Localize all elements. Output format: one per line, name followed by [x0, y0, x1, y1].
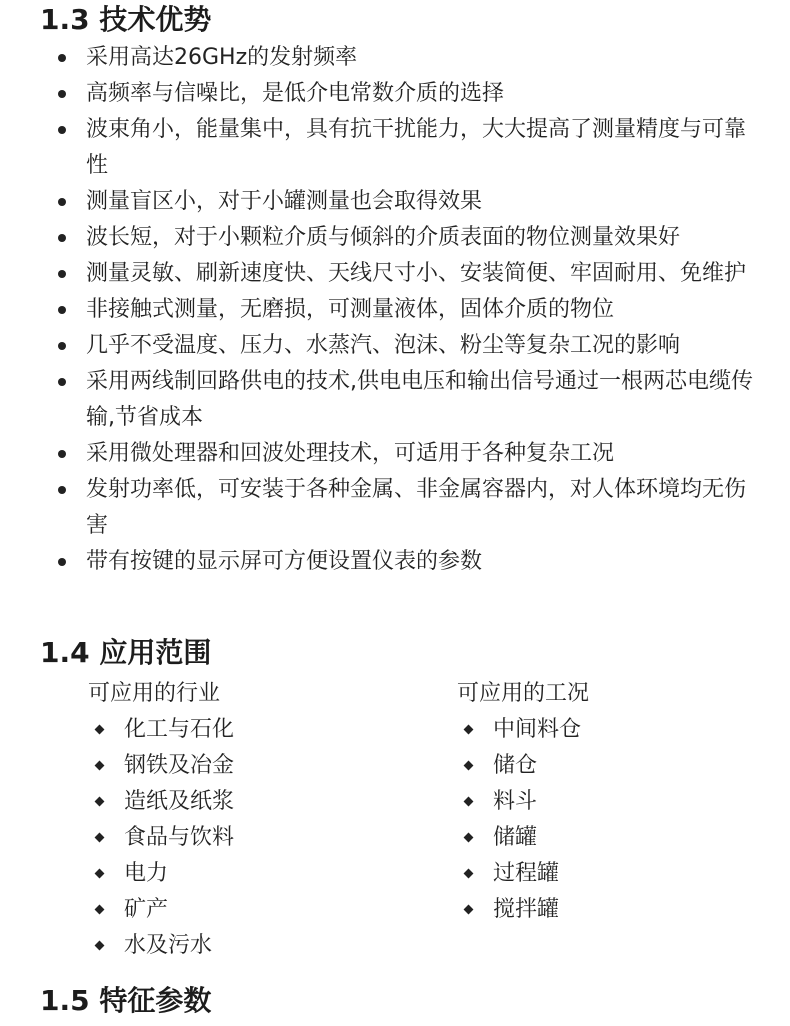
- list-item-text: 储仓: [493, 753, 538, 778]
- technical-advantages-list: [0, 40, 790, 580]
- diamond-bullet-icon: [95, 833, 105, 843]
- conditions-list: [457, 712, 589, 928]
- list-item: [88, 856, 234, 892]
- list-item: [88, 784, 234, 820]
- list-item: [0, 112, 790, 184]
- diamond-bullet-icon: [464, 833, 474, 843]
- list-item: [457, 820, 589, 856]
- list-item: [0, 364, 790, 436]
- list-item: [0, 76, 790, 112]
- list-item-text: 波长短，对于小颗粒介质与倾斜的介质表面的物位测量效果好: [86, 225, 681, 250]
- applicable-industries-column: [88, 676, 234, 964]
- bullet-dot-icon: [58, 378, 66, 386]
- diamond-bullet-icon: [95, 725, 105, 735]
- diamond-bullet-icon: [95, 761, 105, 771]
- list-item-text: 储罐: [493, 825, 538, 850]
- list-item: [0, 220, 790, 256]
- list-item: [0, 256, 790, 292]
- list-item-text: 波束角小，能量集中，具有抗干扰能力，大大提高了测量精度与可靠性: [86, 117, 747, 178]
- section-1-5-heading: 1.5 特征参数: [40, 984, 212, 1017]
- list-item-text: 采用高达26GHz的发射频率: [86, 45, 358, 70]
- list-item: [88, 928, 234, 964]
- list-item: [457, 748, 589, 784]
- list-item-text: 食品与饮料: [124, 825, 235, 850]
- list-item: [88, 892, 234, 928]
- list-item: [457, 784, 589, 820]
- industries-list: [88, 712, 234, 964]
- applicable-conditions-column: [457, 676, 589, 928]
- list-item-text: 高频率与信噪比，是低介电常数介质的选择: [86, 81, 505, 106]
- list-item-text: 造纸及纸浆: [124, 789, 235, 814]
- list-item: [88, 820, 234, 856]
- list-item-text: 电力: [124, 861, 169, 886]
- list-item-text: 采用两线制回路供电的技术,供电电压和输出信号通过一根两芯电缆传输,节省成本: [86, 369, 753, 430]
- conditions-title: 可应用的工况: [457, 681, 590, 706]
- list-item-text: 几乎不受温度、压力、水蒸汽、泡沫、粉尘等复杂工况的影响: [86, 333, 681, 358]
- list-item-text: 非接触式测量，无磨损，可测量液体，固体介质的物位: [86, 297, 615, 322]
- list-item-text: 水及污水: [124, 933, 213, 958]
- bullet-dot-icon: [58, 306, 66, 314]
- bullet-dot-icon: [58, 54, 66, 62]
- bullet-dot-icon: [58, 486, 66, 494]
- list-item-text: 发射功率低，可安装于各种金属、非金属容器内，对人体环境均无伤害: [86, 477, 747, 538]
- list-item: [0, 328, 790, 364]
- diamond-bullet-icon: [464, 761, 474, 771]
- diamond-bullet-icon: [95, 869, 105, 879]
- diamond-bullet-icon: [464, 905, 474, 915]
- diamond-bullet-icon: [95, 797, 105, 807]
- list-item: [0, 472, 790, 544]
- list-item-text: 过程罐: [493, 861, 560, 886]
- bullet-dot-icon: [58, 450, 66, 458]
- list-item-text: 测量灵敏、刷新速度快、天线尺寸小、安装简便、牢固耐用、免维护: [86, 261, 747, 286]
- industries-title: 可应用的行业: [88, 681, 221, 706]
- diamond-bullet-icon: [95, 905, 105, 915]
- list-item-text: 中间料仓: [493, 717, 582, 742]
- diamond-bullet-icon: [464, 869, 474, 879]
- list-item: [88, 712, 234, 748]
- bullet-dot-icon: [58, 90, 66, 98]
- list-item-text: 测量盲区小，对于小罐测量也会取得效果: [86, 189, 483, 214]
- list-item-text: 化工与石化: [124, 717, 235, 742]
- list-item-text: 搅拌罐: [493, 897, 560, 922]
- list-item: [0, 436, 790, 472]
- section-1-3-heading: 1.3 技术优势: [40, 3, 212, 36]
- bullet-dot-icon: [58, 234, 66, 242]
- bullet-dot-icon: [58, 558, 66, 566]
- diamond-bullet-icon: [464, 797, 474, 807]
- bullet-dot-icon: [58, 198, 66, 206]
- list-item: [457, 712, 589, 748]
- bullet-dot-icon: [58, 126, 66, 134]
- list-item-text: 带有按键的显示屏可方便设置仪表的参数: [86, 549, 483, 574]
- list-item: [88, 748, 234, 784]
- list-item: [0, 544, 790, 580]
- list-item: [0, 292, 790, 328]
- diamond-bullet-icon: [464, 725, 474, 735]
- bullet-dot-icon: [58, 270, 66, 278]
- list-item: [0, 184, 790, 220]
- list-item: [0, 40, 790, 76]
- section-1-4-heading: 1.4 应用范围: [40, 636, 212, 669]
- list-item-text: 料斗: [493, 789, 538, 814]
- list-item-text: 钢铁及冶金: [124, 753, 235, 778]
- list-item-text: 采用微处理器和回波处理技术，可适用于各种复杂工况: [86, 441, 615, 466]
- list-item: [457, 856, 589, 892]
- diamond-bullet-icon: [95, 941, 105, 951]
- list-item-text: 矿产: [124, 897, 169, 922]
- bullet-dot-icon: [58, 342, 66, 350]
- list-item: [457, 892, 589, 928]
